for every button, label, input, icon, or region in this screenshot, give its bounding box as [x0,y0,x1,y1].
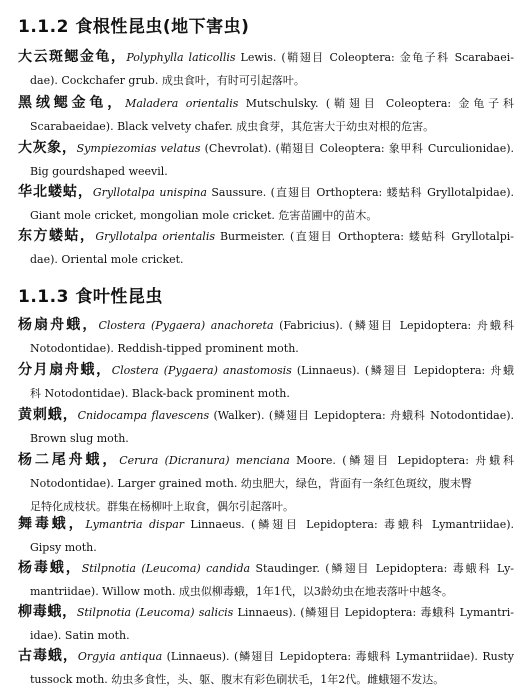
entry-continuation: 科 Notodontidae). Black-back prominent moth. [30,387,290,400]
entry-description: Linnaeus). (鳞翅目 Lepidoptera: 毒蛾科 Lymantri- [233,606,514,619]
entry-description: Saussure. (直翅目 Orthoptera: 蝼蛄科 Gryllotalpidae). [206,186,514,199]
common-name: 杨毒蛾， [18,560,82,576]
entry-continuation: idae). Satin moth. [30,629,130,642]
entry-continuation: tussock moth. 幼虫多食性，头、躯、腹末有彩色刷状毛，1年2代。雌蛾翅不发达。 [30,673,445,686]
scientific-name: Orgyia antiqua [77,650,163,663]
common-name: 杨扇舟蛾， [18,317,99,333]
entry-da-hui-xiang [18,137,514,183]
section-heading-1-1-3: 1.1.3 食叶性昆虫 [18,287,163,307]
entry-continuation: Notodontidae). Reddish-tipped prominent moth. [30,342,299,355]
entry-description: (Walker). (鳞翅目 Lepidoptera: 舟蛾科 Notodontidae). [209,409,514,422]
scientific-name: Clostera (Pygaera) anastomosis [111,364,292,377]
common-name: 古毒蛾， [18,648,78,664]
entry-description: (Linnaeus). (鳞翅目 Lepidoptera: 舟蛾 [291,364,514,377]
entry-dong-fang-lou-gu [18,225,514,271]
entry-description: Moore. (鳞翅目 Lepidoptera: 舟蛾科 [289,454,514,467]
common-name: 大云斑鳃金龟， [18,49,127,65]
entry-line [18,557,514,580]
common-name: 舞毒蛾， [18,516,86,532]
entry-description: (Linnaeus). (鳞翅目 Lepidoptera: 毒蛾科 Lymantriidae). Rusty [162,650,514,663]
common-name: 东方蝼蛄， [18,228,96,244]
entry-line [18,181,514,204]
scientific-name: Maladera orientalis [125,97,239,110]
entry-description: (Chevrolat). (鞘翅目 Coleoptera: 象甲科 Curculionidae). [200,142,514,155]
entry-description: Linnaeus. (鳞翅目 Lepidoptera: 毒蛾科 Lymantriidae). [184,518,514,531]
entry-line [18,137,514,160]
entry-huang-ci-e [18,404,514,450]
entry-hua-bei-lou-gu [18,181,514,227]
entry-line [18,645,514,668]
entry-fen-yue-shan-zhou-e [18,359,514,405]
entry-continuation: mantriidae). Willow moth. 成虫似柳毒蛾，1年1代，以3龄幼虫在地表落叶中越冬。 [30,585,453,598]
scientific-name: Gryllotalpa unispina [92,186,207,199]
common-name: 黑绒鳃金龟， [18,95,126,111]
scientific-name: Cerura (Dicranura) menciana [119,454,290,467]
scientific-name: Stilpnotia (Leucoma) salicis [76,606,234,619]
entry-liu-du-e [18,601,514,647]
entry-line [18,513,514,536]
entry-description: Lewis. (鞘翅目 Coleoptera: 金龟子科 Scarabaei- [235,51,514,64]
scientific-name: Gryllotalpa orientalis [95,230,215,243]
entry-line [18,314,514,337]
entry-line [18,601,514,624]
entry-line [18,404,514,427]
common-name: 黄刺蛾， [18,407,78,423]
entry-line [18,449,514,472]
scientific-name: Stilpnotia (Leucoma) candida [81,562,251,575]
entry-continuation: dae). Cockchafer grub. 成虫食叶，有时可引起落叶。 [30,74,305,87]
entry-continuation: Giant mole cricket, mongolian mole cricket. 危害苗圃中的苗木。 [30,209,378,222]
entry-gu-du-e [18,645,514,691]
entry-yang-du-e [18,557,514,603]
entry-yang-er-wei-zhou-e [18,449,514,518]
section-heading-1-1-2: 1.1.2 食根性昆虫(地下害虫) [18,17,250,37]
entry-line [18,359,514,382]
scientific-name: Clostera (Pygaera) anachoreta [98,319,274,332]
entry-line [18,225,514,248]
entry-yang-shan-zhou-e [18,314,514,360]
entry-line [18,46,514,69]
entry-continuation: Scarabaeidae). Black velvety chafer. 成虫食芽，其危害大于幼虫对根的危害。 [30,120,435,133]
common-name: 柳毒蛾， [18,604,77,620]
scientific-name: Polyphylla laticollis [126,51,236,64]
entry-wu-du-e [18,513,514,559]
entry-da-yun-ban-sai-jin-gui [18,46,514,92]
entry-continuation: Notodontidae). Larger grained moth. 幼虫肥大，绿色，背面有一条红色斑纹，腹末臀 [30,477,472,490]
entry-continuation: dae). Oriental mole cricket. [30,253,184,266]
scientific-name: Sympiezomias velatus [76,142,201,155]
entry-description: Mutschulsky. (鞘翅目 Coleoptera: 金龟子科 [238,97,514,110]
entry-continuation: Big gourdshaped weevil. [30,165,168,178]
scientific-name: Cnidocampa flavescens [77,409,210,422]
common-name: 杨二尾舟蛾， [18,452,120,468]
entry-description: (Fabricius). (鳞翅目 Lepidoptera: 舟蛾科 [273,319,514,332]
entry-line [18,92,514,115]
scientific-name: Lymantria dispar [85,518,185,531]
entry-continuation: 足特化成枝状。群集在杨柳叶上取食，偶尔引起落叶。 [30,500,294,513]
entry-hei-rong-sai-jin-gui [18,92,514,138]
entry-description: Staudinger. (鳞翅目 Lepidoptera: 毒蛾科 Ly- [250,562,514,575]
common-name: 大灰象， [18,140,77,156]
entry-description: Burmeister. (直翅目 Orthoptera: 蝼蛄科 Gryllotalpi- [215,230,514,243]
entry-continuation: Brown slug moth. [30,432,129,445]
common-name: 华北蝼蛄， [18,184,93,200]
entry-continuation: Gipsy moth. [30,541,97,554]
common-name: 分月扇舟蛾， [18,362,112,378]
